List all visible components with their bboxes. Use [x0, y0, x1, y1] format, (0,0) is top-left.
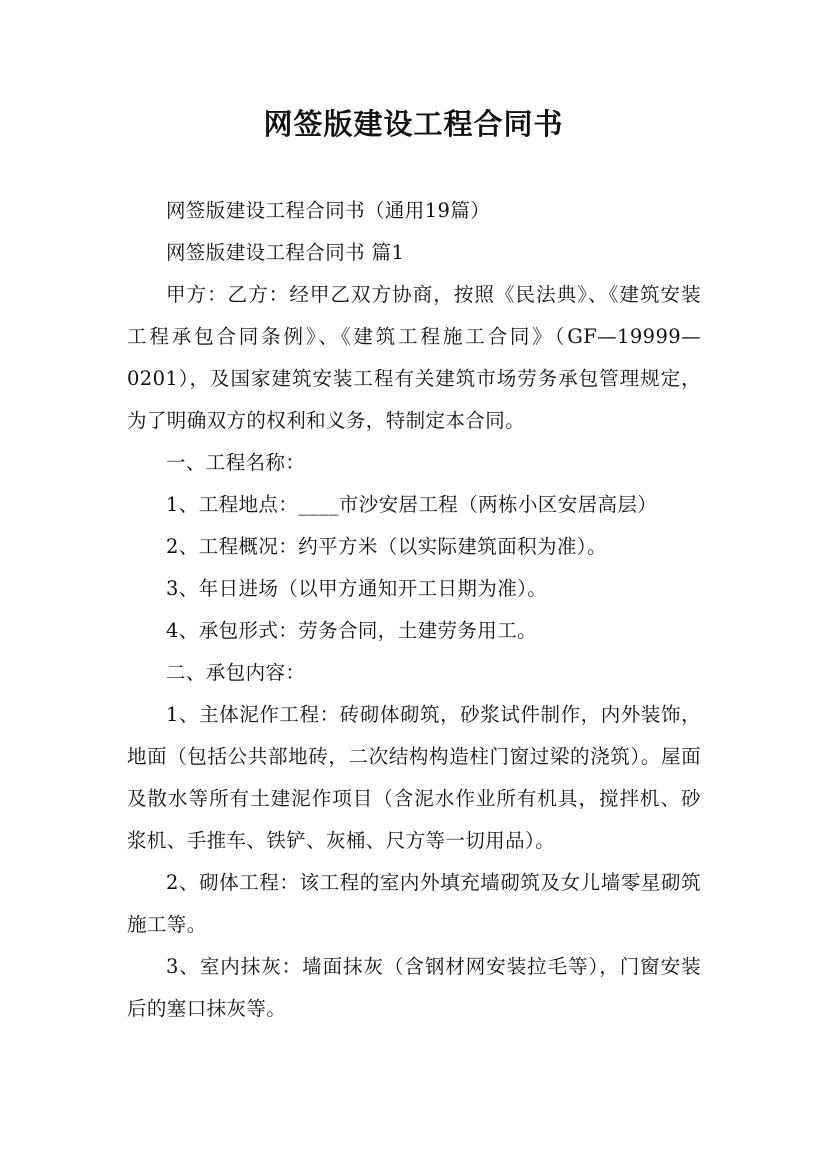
document-title: 网签版建设工程合同书	[263, 107, 564, 141]
paragraph-clause-2-2: 2、砌体工程：该工程的室内外填充墙砌筑及女儿墙零星砌筑施工等。	[127, 871, 701, 936]
paragraph-section-heading: 网签版建设工程合同书 篇1	[166, 241, 405, 264]
document-body	[127, 190, 701, 1030]
paragraph-clause-1-heading: 一、工程名称：	[166, 451, 306, 474]
paragraph-clause-2-heading: 二、承包内容：	[166, 661, 306, 684]
paragraph-clause-1-3: 3、年日进场（以甲方通知开工日期为准）。	[166, 577, 548, 600]
paragraph-subtitle: 网签版建设工程合同书（通用19篇）	[166, 199, 491, 222]
paragraph-clause-1-2: 2、工程概况：约平方米（以实际建筑面积为准）。	[166, 535, 607, 558]
paragraph-clause-2-1: 1、主体泥作工程：砖砌体砌筑，砂浆试件制作，内外装饰，地面（包括公共部地砖，二次结构构造柱门窗过梁的浇筑）。屋面及散水等所有土建泥作项目（含泥水作业所有机具，搅拌机、砂浆机、手推车、铁铲、灰桶、尺方等一切用品）。	[127, 703, 701, 852]
paragraph-clause-1-1: 1、工程地点：____市沙安居工程（两栋小区安居高层）	[166, 493, 658, 516]
paragraph-preamble: 甲方：乙方：经甲乙双方协商，按照《民法典》、《建筑安装工程承包合同条例》、《建筑工程施工合同》（GF—19999—0201），及国家建筑安装工程有关建筑市场劳务承包管理规定，为了明确双方的权利和义务，特制定本合同。	[127, 283, 701, 432]
paragraph-clause-2-3: 3、室内抹灰：墙面抹灰（含钢材网安装拉毛等），门窗安装后的塞口抹灰等。	[127, 955, 701, 1020]
paragraph-clause-1-4: 4、承包形式：劳务合同，土建劳务用工。	[166, 619, 538, 642]
